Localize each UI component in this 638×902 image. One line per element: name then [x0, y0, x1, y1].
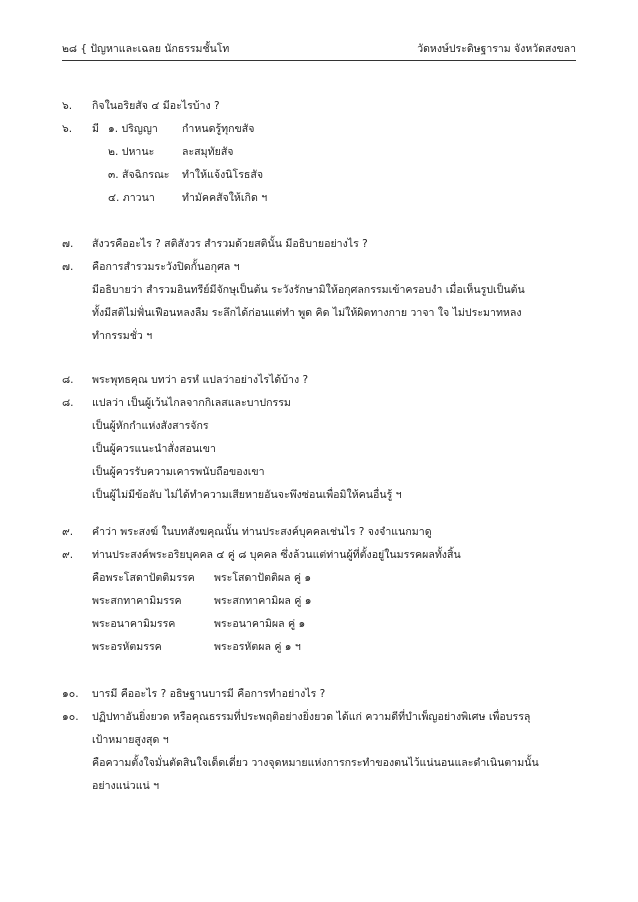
header-right: วัดหงษ์ประดิษฐาราม จังหวัดสงขลา [417, 43, 576, 55]
q6-question: กิจในอริยสัจ ๔ มีอะไรบ้าง ? [92, 100, 220, 112]
a9-fruit-4: พระอรหัตผล คู่ ๑ ฯ [214, 641, 301, 653]
a9-fruit-2: พระสกทาคามิผล คู่ ๑ [214, 595, 312, 607]
a7-number: ๗. [62, 261, 74, 273]
a6-desc-3: ทำให้แจ้งนิโรธสัจ [182, 169, 264, 181]
a7-explain-line-2: ทั้งมีสติไม่ฟั่นเฟือนหลงลืม ระลึกได้ก่อนแต่ทำ พูด คิด ไม่ให้ผิดทางกาย วาจา ใจ ไม่ประมาทหลง [92, 307, 522, 319]
a6-prefix: มี [92, 123, 99, 135]
a9-number: ๙. [62, 549, 74, 561]
a9-path-1: คือพระโสดาปัตติมรรค [92, 572, 195, 584]
question-6-block [62, 95, 576, 210]
a9-fruit-1: พระโสดาปัตติผล คู่ ๑ [214, 572, 312, 584]
header-left: ๒๘ { ปัญหาและเฉลย นักธรรมชั้นโท [62, 43, 230, 55]
a10-explain-line-1: คือความตั้งใจมั่นตัดสินใจเด็ดเดี่ยว วางจุดหมายแห่งการกระทำของตนไว้แน่นอนและดำเนินตามนั้น [92, 757, 539, 769]
a10-answer-line-1: ปฏิปทาอันยิ่งยวด หรือคุณธรรมที่ประพฤติอย่างยิ่งยวด ได้แก่ ความดีที่บำเพ็ญอย่างพิเศษ เพื่อบรรลุ [92, 711, 531, 723]
q10-question: บารมี คืออะไร ? อธิษฐานบารมี คือการทำอย่างไร ? [92, 688, 326, 700]
a10-answer-line-2: เป้าหมายสูงสุด ฯ [92, 734, 169, 746]
a7-explain-line-3: ทำกรรมชั่ว ฯ [92, 330, 153, 342]
header-rule [62, 60, 576, 61]
a9-path-4: พระอรหัตมรรค [92, 641, 162, 653]
q8-number: ๘. [62, 374, 74, 386]
a9-path-3: พระอนาคามิมรรค [92, 618, 176, 630]
a8-line-1: เป็นผู้หักกำแห่งสังสารจักร [92, 420, 209, 432]
a8-number: ๘. [62, 397, 74, 409]
a10-number: ๑๐. [62, 711, 79, 723]
a6-term-4: ๔. ภาวนา [108, 192, 155, 204]
a6-term-3: ๓. สัจฉิกรณะ [108, 169, 170, 181]
a6-desc-4: ทำมัคคสัจให้เกิด ฯ [182, 192, 268, 204]
a8-line-2: เป็นผู้ควรแนะนำสั่งสอนเขา [92, 443, 216, 455]
question-9-block [62, 521, 576, 659]
a8-answer: แปลว่า เป็นผู้เว้นไกลจากกิเลสและบาปกรรม [92, 397, 291, 409]
question-8-block [62, 369, 576, 507]
q8-question: พระพุทธคุณ บทว่า อรหํ แปลว่าอย่างไรได้บ้าง ? [92, 374, 309, 386]
a6-term-2: ๒. ปหานะ [108, 146, 155, 158]
q6-number: ๖. [62, 100, 73, 112]
a7-explain-line-1: มีอธิบายว่า สำรวมอินทรีย์มีจักษุเป็นต้น ระวังรักษามิให้อกุศลกรรมเข้าครอบงำ เมื่อเห็นรูปเป็นต้น [92, 284, 525, 296]
a10-explain-line-2: อย่างแน่วแน่ ฯ [92, 780, 160, 792]
q7-question: สังวรคืออะไร ? สติสังวร สำรวมด้วยสตินั้น มีอธิบายอย่างไร ? [92, 238, 368, 250]
a9-answer: ท่านประสงค์พระอริยบุคคล ๔ คู่ ๘ บุคคล ซึ่งล้วนแต่ท่านผู้ที่ตั้งอยู่ในมรรคผลทั้งสิ้น [92, 549, 461, 561]
a8-line-4: เป็นผู้ไม่มีข้อลับ ไม่ได้ทำความเสียหายอันจะพึงซ่อนเพื่อมิให้คนอื่นรู้ ฯ [92, 489, 402, 501]
q9-question: คำว่า พระสงฆ์ ในบทสังฆคุณนั้น ท่านประสงค์บุคคลเช่นไร ? จงจำแนกมาดู [92, 526, 432, 538]
a6-desc-2: ละสมุทัยสัจ [182, 146, 234, 158]
question-10-block [62, 683, 576, 798]
a6-desc-1: กำหนดรู้ทุกขสัจ [182, 123, 255, 135]
page-header [62, 40, 576, 58]
a6-term-1: ๑. ปริญญา [108, 123, 158, 135]
q7-number: ๗. [62, 238, 74, 250]
a6-number: ๖. [62, 123, 73, 135]
a8-line-3: เป็นผู้ควรรับความเคารพนับถือของเขา [92, 466, 265, 478]
a9-fruit-3: พระอนาคามิผล คู่ ๑ [214, 618, 306, 630]
q10-number: ๑๐. [62, 688, 79, 700]
a7-answer: คือการสำรวมระวังปิดกั้นอกุศล ฯ [92, 261, 240, 273]
q9-number: ๙. [62, 526, 74, 538]
a9-path-2: พระสกทาคามิมรรค [92, 595, 182, 607]
question-7-block [62, 233, 576, 348]
